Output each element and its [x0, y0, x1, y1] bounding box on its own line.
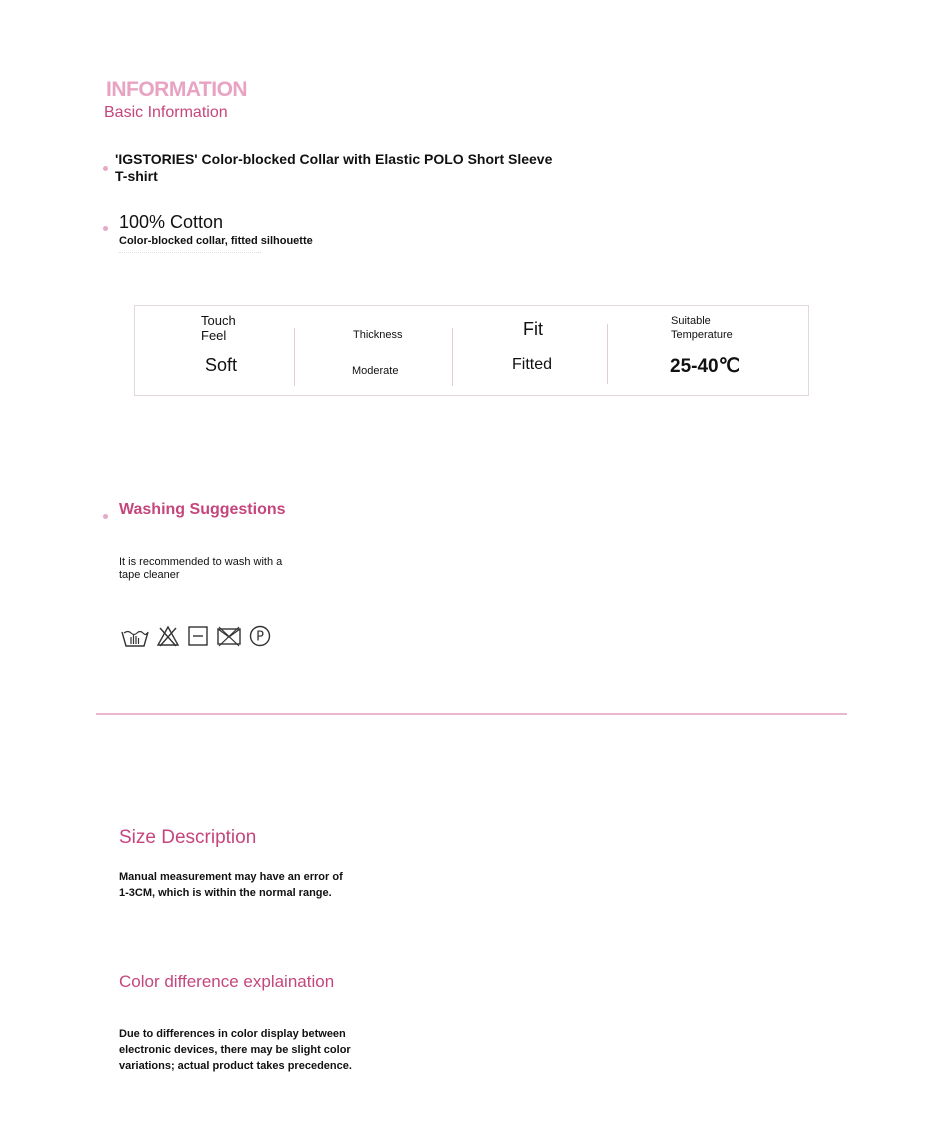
temperature-value: 25-40℃ [670, 356, 740, 377]
material-description: Color-blocked collar, fitted silhouette [119, 235, 313, 247]
thickness-label: Thickness [353, 329, 403, 341]
product-name: 'IGSTORIES' Color-blocked Collar with Elastic POLO Short Sleeve T-shirt [115, 151, 553, 184]
divider [607, 324, 608, 384]
care-icons [120, 624, 272, 648]
information-heading: INFORMATION [106, 78, 248, 101]
divider [452, 328, 453, 386]
no-bleach-icon [156, 624, 180, 648]
fit-label: Fit [523, 319, 543, 339]
size-description-heading: Size Description [119, 827, 257, 848]
attributes-panel [134, 305, 809, 396]
washing-suggestions-heading: Washing Suggestions [119, 501, 286, 518]
section-divider [96, 713, 847, 715]
thickness-value: Moderate [352, 365, 399, 377]
hand-wash-icon [120, 624, 150, 648]
material-text: 100% Cotton [119, 212, 224, 232]
bullet-dot [103, 226, 108, 231]
flat-dry-icon [186, 624, 210, 648]
temperature-label: Suitable Temperature [671, 315, 733, 341]
svg-text:P: P [256, 629, 264, 645]
color-difference-heading: Color difference explaination [119, 972, 335, 991]
divider [294, 328, 295, 386]
no-tumble-dry-icon [216, 624, 242, 648]
cutoff-line [119, 252, 261, 256]
size-description-text: Manual measurement may have an error of 1-3CM, which is within the normal range. [119, 871, 343, 899]
basic-information-heading: Basic Information [104, 104, 228, 121]
touch-feel-value: Soft [205, 355, 238, 375]
fit-value: Fitted [512, 356, 553, 373]
color-difference-text: Due to differences in color display between electronic devices, there may be slight color variations; actual product takes precedence. [119, 1028, 352, 1072]
touch-feel-label: Touch Feel [201, 313, 236, 343]
bullet-dot [103, 166, 108, 171]
dry-clean-p-icon [248, 624, 272, 648]
bullet-dot [103, 514, 108, 519]
washing-text: It is recommended to wash with a tape cleaner [119, 556, 283, 581]
